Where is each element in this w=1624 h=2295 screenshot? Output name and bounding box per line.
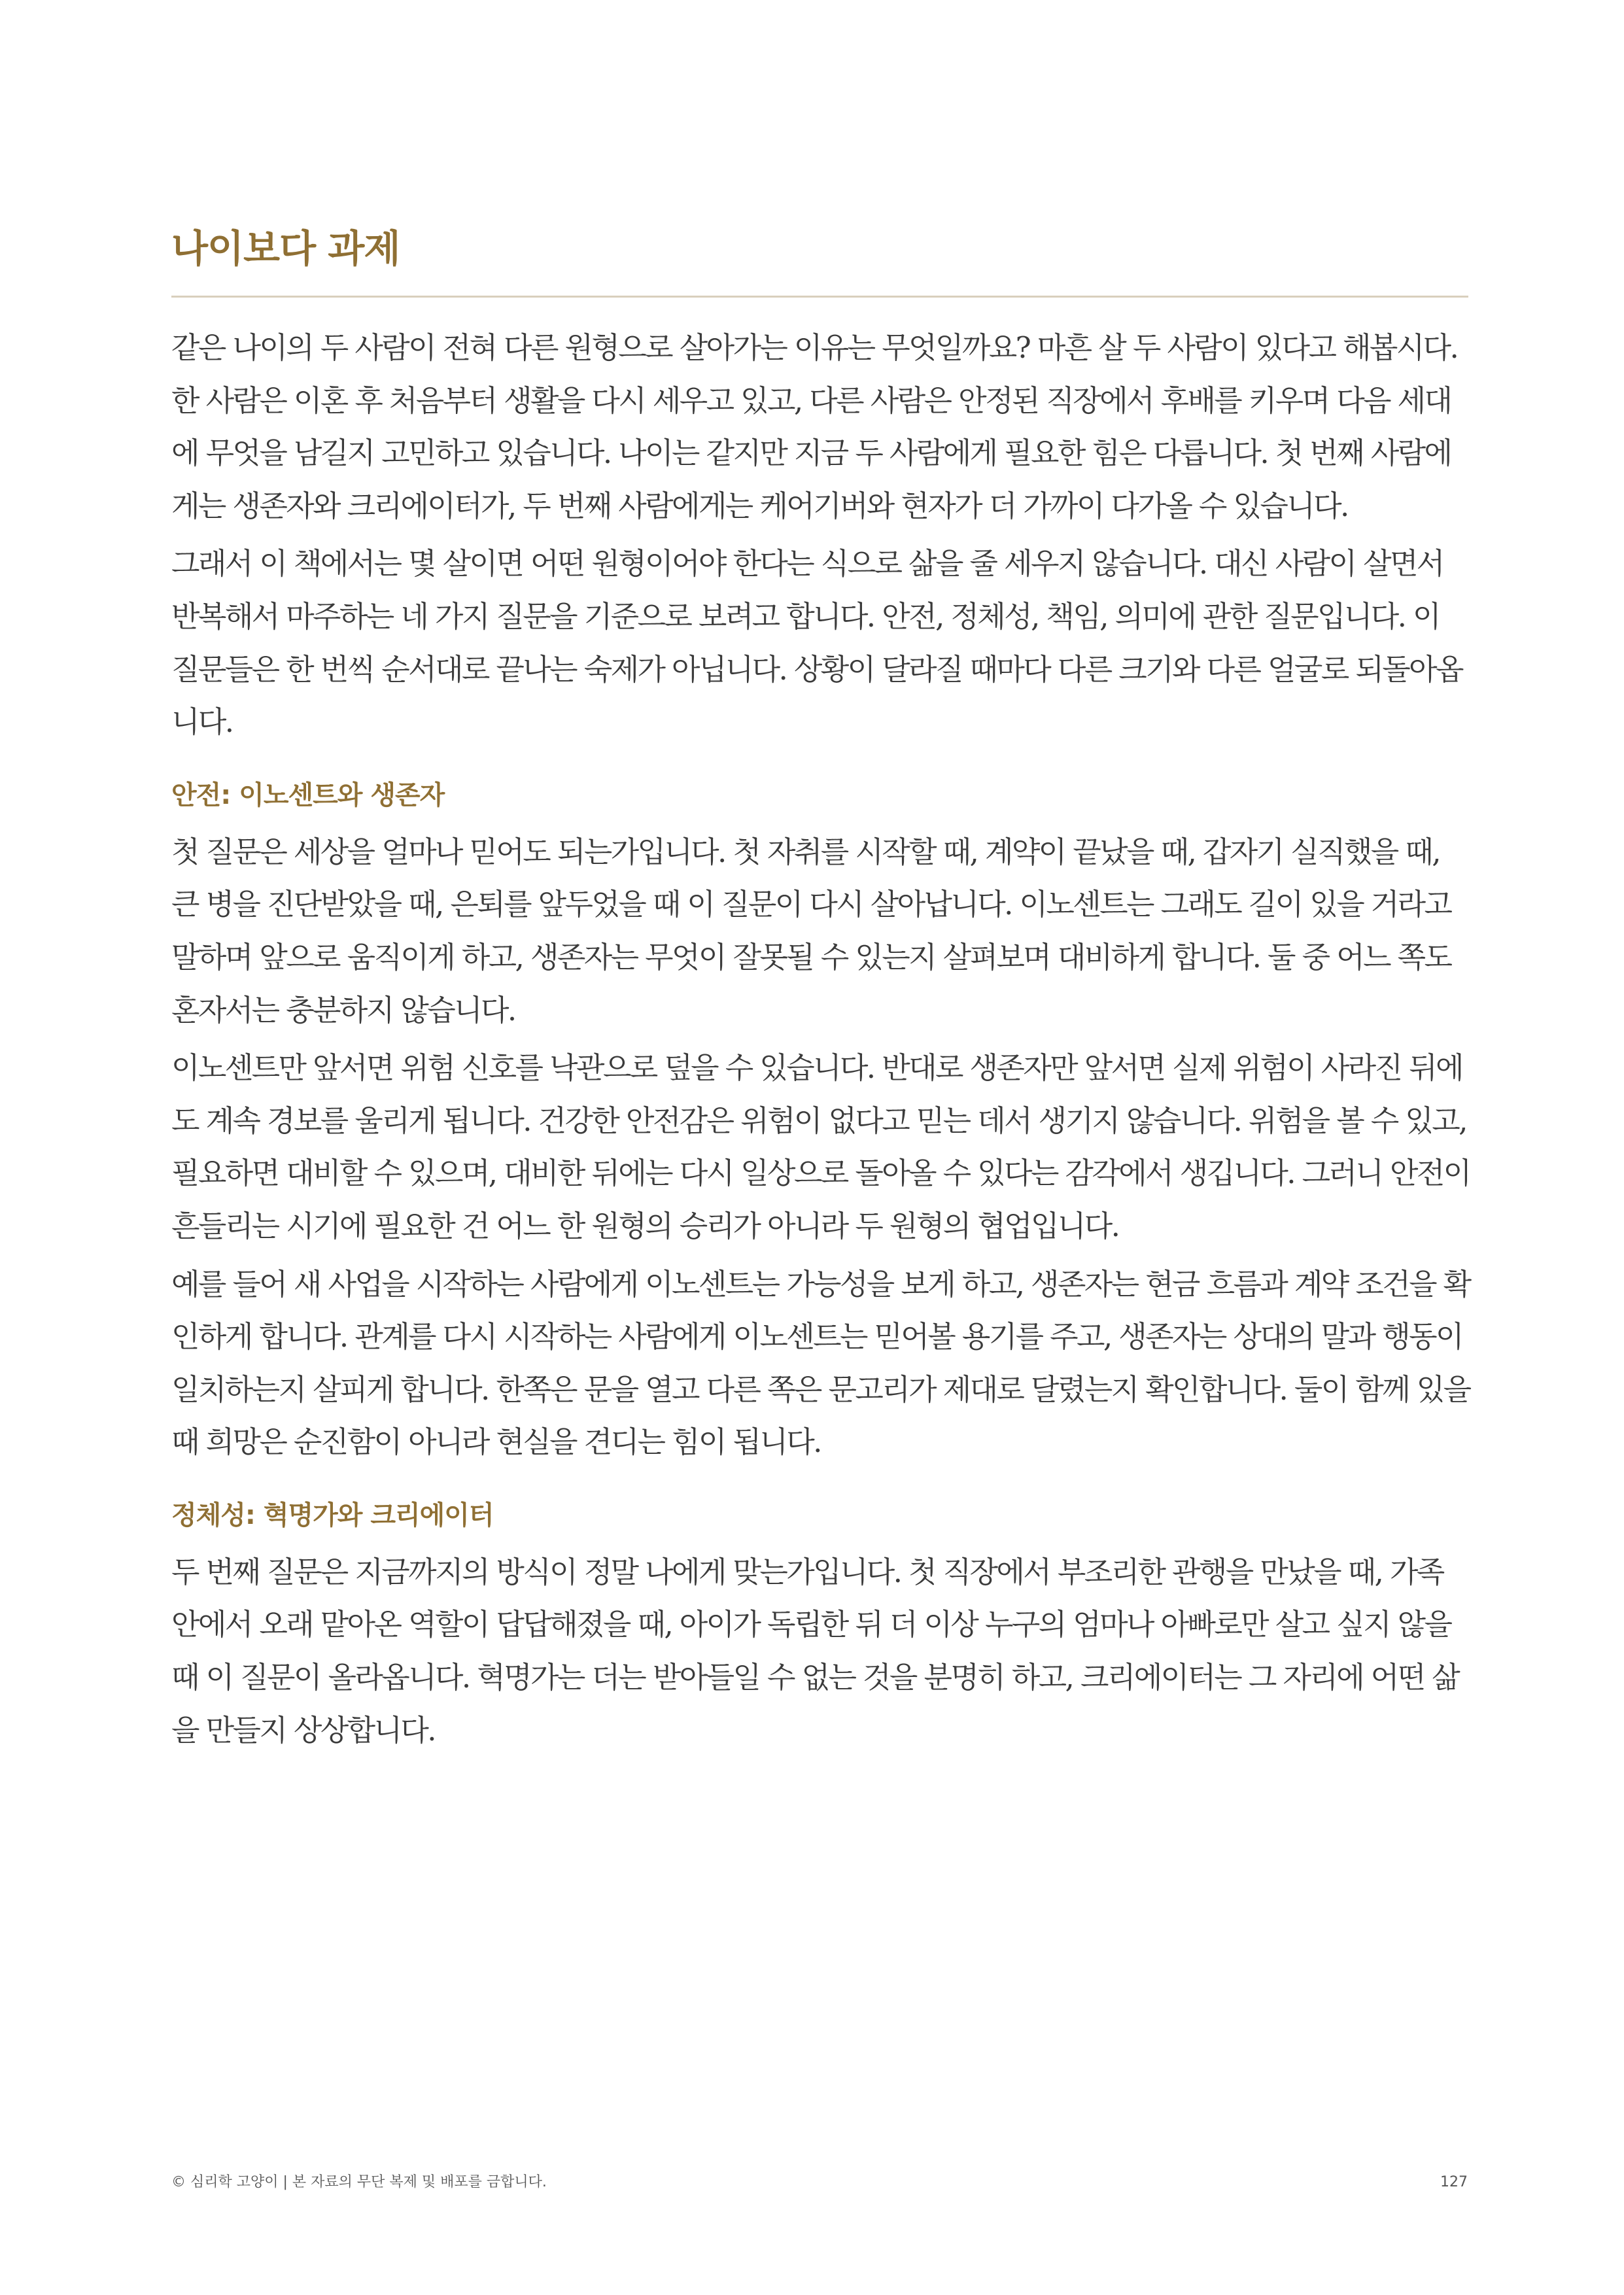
identity-paragraph-1: 두 번째 질문은 지금까지의 방식이 정말 나에게 맞는가입니다. 첫 직장에서 부조리한 관행을 만났을 때, 가족 안에서 오래 맡아온 역할이 답답해졌을 때, 아이가 독립한 뒤 더 이상 누구의 엄마나 아빠로만 살고 싶지 않을 때 이 질문이 올라옵니다. 혁명가는 더는 받아들일 수 없는 것을 분명히 하고, 크리에이터는 그 자리에 어떤 삶을 만들지 상상합니다. xyxy=(171,1554,1459,1748)
page-title: 나이보다 과제 xyxy=(171,226,400,271)
section-heading-safety: 안전: 이노센트와 생존자 xyxy=(171,780,445,810)
safety-paragraph-1: 첫 질문은 세상을 얼마나 믿어도 되는가입니다. 첫 자취를 시작할 때, 계약이 끝났을 때, 갑자기 실직했을 때, 큰 병을 진단받았을 때, 은퇴를 앞두었을 때 이 질문이 다시 살아납니다. 이노센트는 그래도 길이 있을 거라고 말하며 앞으로 움직이게 하고, 생존자는 무엇이 잘못될 수 있는지 살펴보며 대비하게 합니다. 둘 중 어느 쪽도 혼자서는 충분하지 않습니다. xyxy=(171,834,1451,1027)
intro-paragraph-2: 그래서 이 책에서는 몇 살이면 어떤 원형이어야 한다는 식으로 삶을 줄 세우지 않습니다. 대신 사람이 살면서 반복해서 마주하는 네 가지 질문을 기준으로 보려고 합니다. 안전, 정체성, 책임, 의미에 관한 질문입니다. 이 질문들은 한 번씩 순서대로 끝나는 숙제가 아닙니다. 상황이 달라질 때마다 다른 크기와 다른 얼굴로 되돌아옵니다. xyxy=(171,546,1462,740)
intro-paragraph-1: 같은 나이의 두 사람이 전혀 다른 원형으로 살아가는 이유는 무엇일까요? 마흔 살 두 사람이 있다고 해봅시다. 한 사람은 이혼 후 처음부터 생활을 다시 세우고 있고, 다른 사람은 안정된 직장에서 후배를 키우며 다음 세대에 무엇을 남길지 고민하고 있습니다. 나이는 같지만 지금 두 사람에게 필요한 힘은 다릅니다. 첫 번째 사람에게는 생존자와 크리에이터가, 두 번째 사람에게는 케어기버와 현자가 더 가까이 다가올 수 있습니다. xyxy=(171,330,1458,523)
document-body xyxy=(171,322,1473,1762)
section-heading-identity: 정체성: 혁명가와 크리에이터 xyxy=(171,1500,494,1530)
page-number: 127 xyxy=(1440,2174,1468,2190)
safety-paragraph-2: 이노센트만 앞서면 위험 신호를 낙관으로 덮을 수 있습니다. 반대로 생존자만 앞서면 실제 위험이 사라진 뒤에도 계속 경보를 울리게 됩니다. 건강한 안전감은 위험이 없다고 믿는 데서 생기지 않습니다. 위험을 볼 수 있고, 필요하면 대비할 수 있으며, 대비한 뒤에는 다시 일상으로 돌아올 수 있다는 감각에서 생깁니다. 그러니 안전이 흔들리는 시기에 필요한 건 어느 한 원형의 승리가 아니라 두 원형의 협업입니다. xyxy=(171,1050,1470,1243)
safety-paragraph-3: 예를 들어 새 사업을 시작하는 사람에게 이노센트는 가능성을 보게 하고, 생존자는 현금 흐름과 계약 조건을 확인하게 합니다. 관계를 다시 시작하는 사람에게 이노센트는 믿어볼 용기를 주고, 생존자는 상대의 말과 행동이 일치하는지 살피게 합니다. 한쪽은 문을 열고 다른 쪽은 문고리가 제대로 달렸는지 확인합니다. 둘이 함께 있을 때 희망은 순진함이 아니라 현실을 견디는 힘이 됩니다. xyxy=(171,1266,1470,1460)
footer-copyright: © 심리학 고양이 | 본 자료의 무단 복제 및 배포를 금합니다. xyxy=(171,2174,547,2190)
title-divider xyxy=(171,296,1468,298)
